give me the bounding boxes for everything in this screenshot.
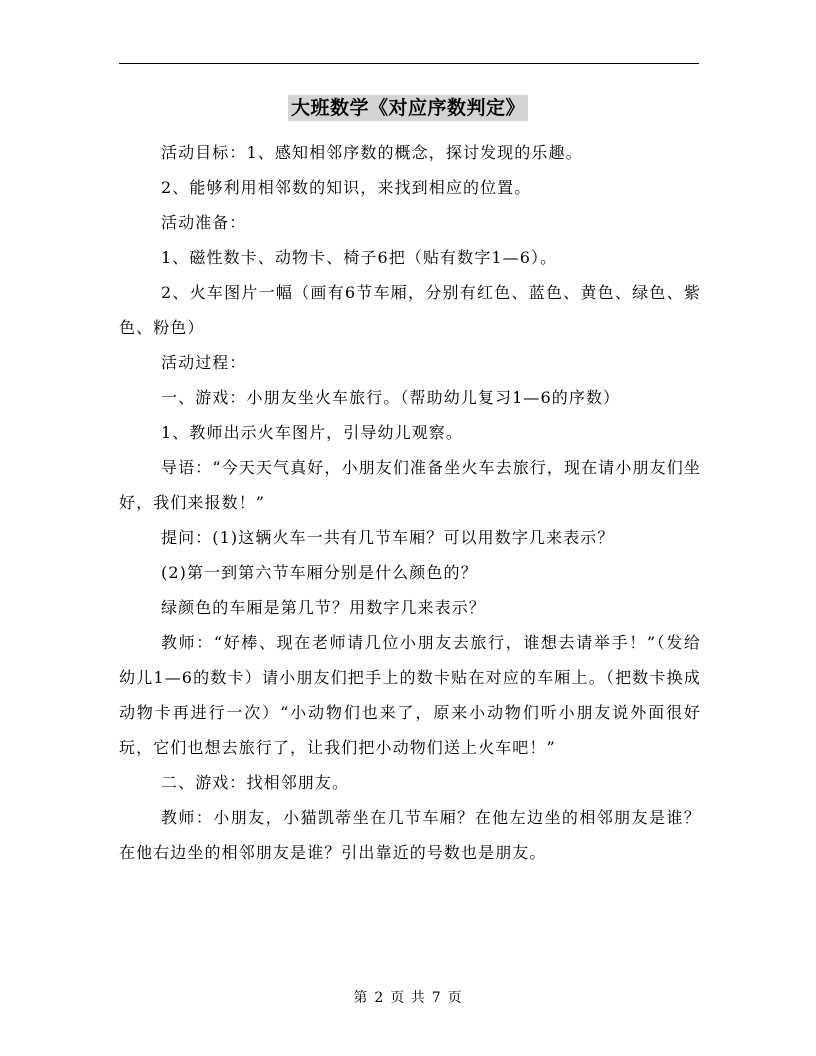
paragraph: 一、游戏：小朋友坐火车旅行。（帮助幼儿复习1—6的序数）	[161, 388, 621, 407]
paragraph: 提问：(1)这辆火车一共有几节车厢？可以用数字几来表示？	[161, 528, 615, 547]
total-pages-number: 7	[431, 990, 442, 1006]
document-body	[119, 135, 701, 870]
paragraph: 2、火车图片一幅（画有6节车厢，分别有红色、蓝色、黄色、绿色、紫色、粉色）	[119, 283, 701, 337]
paragraph: 1、磁性数卡、动物卡、椅子6把（贴有数字1—6）。	[161, 248, 558, 267]
title-container	[0, 95, 816, 121]
paragraph: 活动过程：	[161, 353, 247, 372]
page-footer	[0, 988, 816, 1008]
paragraph: 1、教师出示火车图片，引导幼儿观察。	[161, 423, 463, 442]
paragraph: 活动准备：	[161, 213, 247, 232]
paragraph: 2、能够利用相邻数的知识，来找到相应的位置。	[161, 178, 532, 197]
page-label-mid: 页 共	[390, 990, 426, 1006]
paragraph: 教师：小朋友，小猫凯蒂坐在几节车厢？在他左边坐的相邻朋友是谁？在他右边坐的相邻朋友是谁？引出靠近的号数也是朋友。	[119, 808, 701, 862]
paragraph: 绿颜色的车厢是第几节？用数字几来表示？	[161, 598, 486, 617]
page-label-prefix: 第	[353, 990, 369, 1006]
paragraph: 导语：“今天天气真好，小朋友们准备坐火车去旅行，现在请小朋友们坐好，我们来报数！”	[119, 458, 701, 512]
paragraph: 活动目标：1、感知相邻序数的概念，探讨发现的乐趣。	[161, 143, 583, 162]
paragraph: 教师：“好棒、现在老师请几位小朋友去旅行，谁想去请举手！”（发给幼儿1—6的数卡）请小朋友们把手上的数卡贴在对应的车厢上。（把数卡换成动物卡再进行一次）“小动物们也来了，原来小动物们听小朋友说外面很好玩，它们也想去旅行了，让我们把小动物们送上火车吧！”	[119, 633, 701, 757]
paragraph: (2)第一到第六节车厢分别是什么颜色的？	[161, 563, 478, 582]
header-rule	[119, 63, 699, 64]
current-page-number: 2	[374, 990, 385, 1006]
document-title: 大班数学《对应序数判定》	[288, 95, 528, 121]
paragraph: 二、游戏：找相邻朋友。	[161, 773, 350, 792]
page-label-suffix: 页	[447, 990, 463, 1006]
